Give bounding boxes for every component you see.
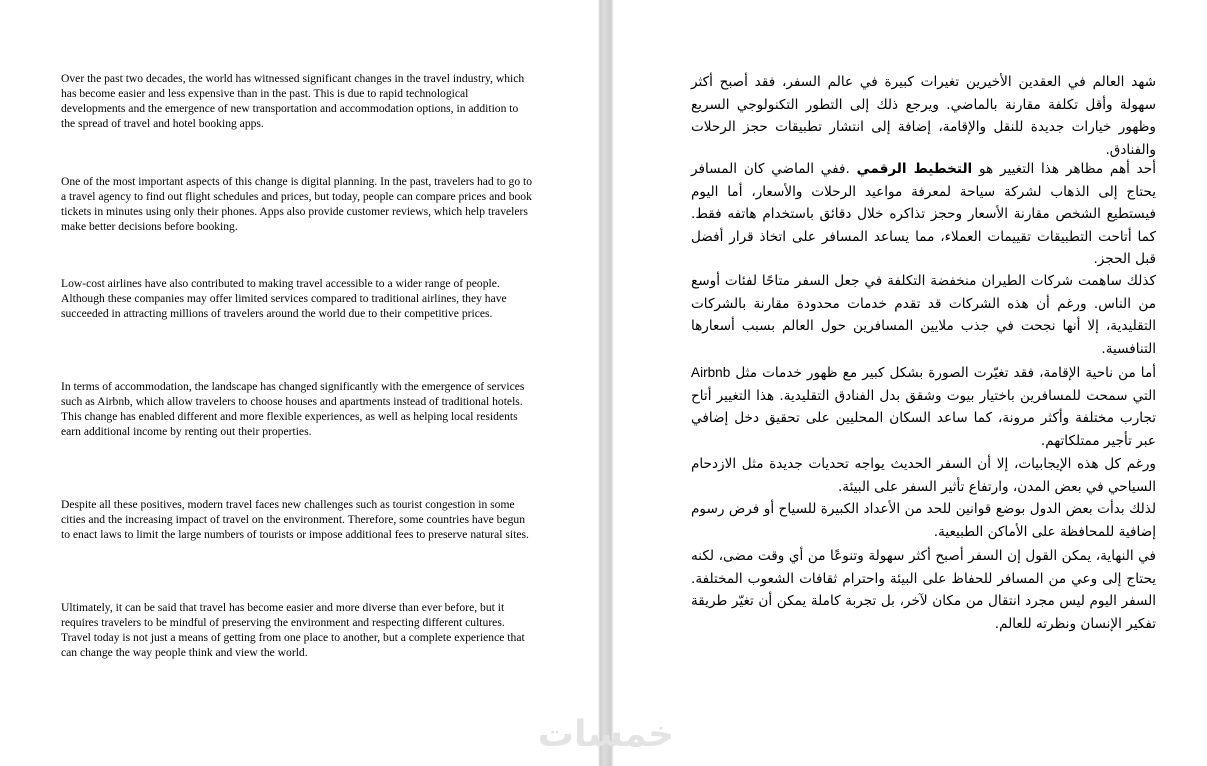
english-paragraph-4: In terms of accommodation, the landscape has changed significantly with the emergence of services such as Airbnb, which allow travelers to choose houses and apartments instead of traditional hotels. This change has enabled different and more flexible experiences, as well as helping local residents earn additional income by renting out their properties. (61, 380, 525, 438)
arabic-paragraph-4-text-end: التي سمحت للمسافرين باختيار بيوت وشقق بدل الفنادق التقليدية. هذا التغيير أتاح تجارب مختلفة وأكثر مرونة، كما ساعد السكان المحليين على تحقيق دخل إضافي عبر تأجير ممتلكاتهم. (691, 387, 1156, 449)
arabic-paragraph-2 (691, 158, 1156, 271)
arabic-paragraph-6: في النهاية، يمكن القول إن السفر أصبح أكثر سهولة وتنوعًا من أي وقت مضى، لكنه يحتاج إلى وعي من المسافر للحفاظ على البيئة واحترام ثقافات الشعوب المختلفة. السفر اليوم ليس مجرد انتقال من مكان لآخر، بل تجربة كاملة يمكن أن تغيّر طريقة تفكير الإنسان ونظرته للعالم. (691, 548, 1156, 632)
airbnb-brand-text: Airbnb (691, 365, 731, 380)
arabic-paragraph-2-text-end: .ففي الماضي كان المسافر يحتاج إلى الذهاب لشركة سياحة لمعرفة مواعيد الرحلات والأسعار، أما اليوم فيستطيع الشخص مقارنة الأسعار وحجز تذاكره خلال دقائق باستخدام هاتفه فقط. كما أتاحت التطبيقات تقييمات العملاء، مما يساعد المسافر على اتخاذ قرار أفضل قبل الحجز. (691, 161, 1156, 267)
document-page-arabic (614, 0, 1207, 766)
page-gutter (598, 0, 614, 766)
khamsat-watermark-logo: خمسات (537, 714, 675, 755)
arabic-paragraph-5-line-1: ورغم كل هذه الإيجابيات، إلا أن السفر الحديث يواجه تحديات جديدة مثل الازدحام السياحي في بعض المدن، وارتفاع تأثير السفر على البيئة. (691, 456, 1156, 495)
arabic-paragraph-1: شهد العالم في العقدين الأخيرين تغيرات كبيرة في عالم السفر، فقد أصبح أكثر سهولة وأقل تكلفة مقارنة بالماضي. ويرجع ذلك إلى التطور التكنولوجي السريع وظهور خيارات جديدة للنقل والإقامة، إضافة إلى انتشار تطبيقات حجز الرحلات والفنادق. (691, 74, 1156, 158)
english-paragraph-6: Ultimately, it can be said that travel has become easier and more diverse than ever before, but it requires travelers to be mindful of preserving the environment and respecting different cultures. Travel today is not just a means of getting from one place to another, but a complete experience that can change the way people think and view the world. (61, 601, 525, 659)
english-paragraph-5: Despite all these positives, modern travel faces new challenges such as tourist congestion in some cities and the increasing impact of travel on the environment. Therefore, some countries have begun to enact laws to limit the large numbers of tourists or impose additional fees to preserve natural sites. (61, 498, 529, 541)
arabic-paragraph-4-text-start: أما من ناحية الإقامة، فقد تغيّرت الصورة بشكل كبير مع ظهور خدمات مثل (730, 365, 1156, 381)
arabic-paragraph-4 (691, 362, 1156, 452)
arabic-paragraph-5 (691, 453, 1156, 543)
english-paragraph-2: One of the most important aspects of this change is digital planning. In the past, travelers had to go to a travel agency to find out flight schedules and prices, but today, people can compare prices and book tickets in minutes using only their phones. Apps also provide customer reviews, which help travelers make better decisions before booking. (61, 175, 533, 233)
english-paragraph-3: Low-cost airlines have also contributed to making travel accessible to a wider range of people. Although these companies may offer limited services compared to traditional airlines, they have succeeded in attracting millions of travelers around the world due to their competitive prices. (61, 277, 507, 320)
digital-planning-bold-term: التخطيط الرقمي (856, 161, 973, 177)
arabic-paragraph-2-text-start: أحد أهم مظاهر هذا التغيير هو (972, 161, 1156, 177)
english-paragraph-1: Over the past two decades, the world has witnessed significant changes in the travel industry, which has become easier and less expensive than in the past. This is due to rapid technological developments and the emergence of new transportation and accommodation options, in addition to the spread of travel and hotel booking apps. (61, 72, 525, 130)
document-page-english (0, 0, 598, 766)
arabic-paragraph-5-line-2: لذلك بدأت بعض الدول بوضع قوانين للحد من الأعداد الكبيرة للسياح أو فرض رسوم إضافية للمحافظة على الأماكن الطبيعية. (691, 501, 1156, 540)
arabic-paragraph-3: كذلك ساهمت شركات الطيران منخفضة التكلفة في جعل السفر متاحًا لفئات أوسع من الناس. ورغم أن هذه الشركات قد تقدم خدمات محدودة مقارنة بالشركات التقليدية، إلا أنها نجحت في جذب ملايين المسافرين حول العالم بسبب أسعارها التنافسية. (691, 273, 1156, 357)
